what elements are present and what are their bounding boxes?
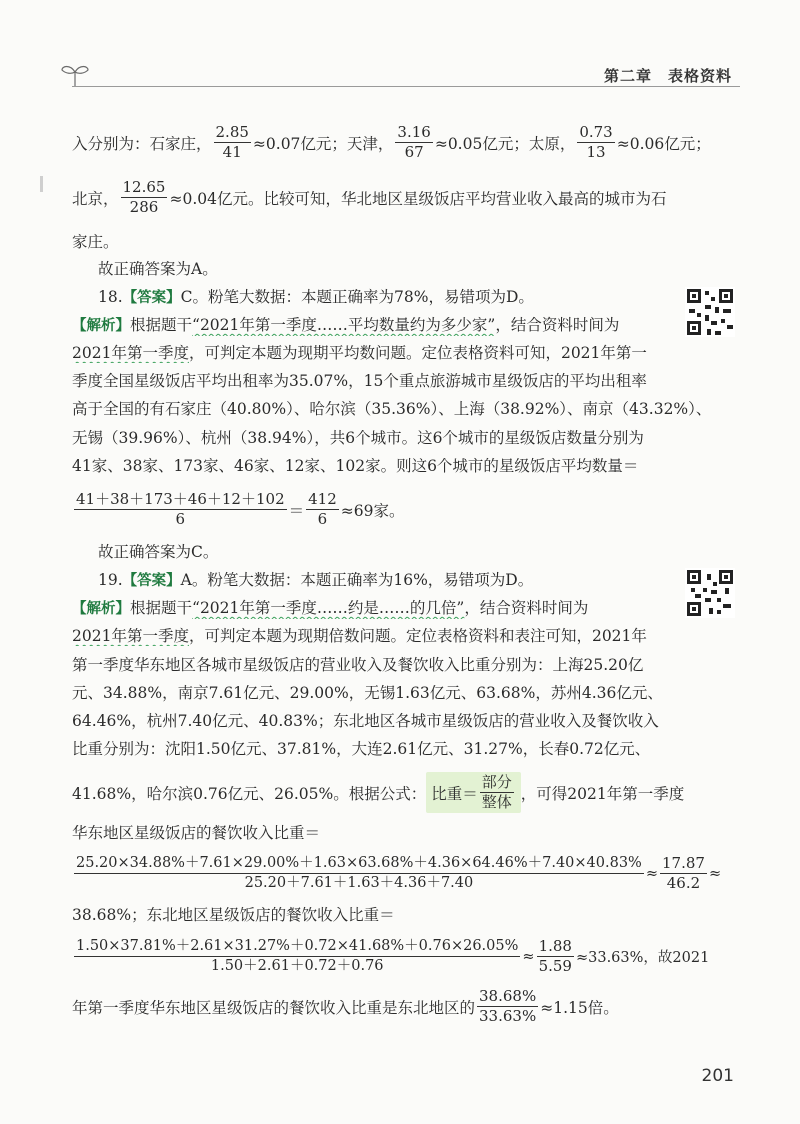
q19-analysis-8: 华东地区星级饭店的餐饮收入比重＝ xyxy=(72,824,321,842)
q18-analysis-6: 41家、38家、173家、46家、12家、102家。则这6个城市的星级饭店平均数量＝ xyxy=(72,457,639,475)
analysis-tag: 【解析】 xyxy=(72,601,130,617)
fraction: $\frac{1.88}{5.59}$ xyxy=(538,937,572,975)
q19-analysis-5: 64.46%，杭州7.40亿元、40.83%；东北地区各城市星级饭店的营业收入及餐饮收入 xyxy=(72,712,659,730)
q19-expression-2: $\frac{1.50\times 37.81\%+2.61\times 31.27\%+0.72\times 41.68\%+0.76\times 26.05\%}{1.50+2.61+0.72+0.76}$ ≈ $\frac{1.88}{5.59}$ ≈33.63%，故2021 xyxy=(76,937,710,975)
fraction: $\frac{17.87}{46.2}$ xyxy=(662,854,705,892)
q18-analysis-2: 2021年第一季度，可判定本题为现期平均数问题。定位表格资料可知，2021年第一 xyxy=(72,344,647,362)
fraction: $\frac{25.20\times 34.88\%+7.61\times 29.00\%+1.63\times 63.68\%+4.36\times 64.46\%+7.40\times 40.83\%}{25.20+7.61+1.63+4.36+7.40}$ xyxy=(76,855,642,891)
answer-tag: 【答案】 xyxy=(122,573,181,589)
section-label: 表格资料 xyxy=(668,67,733,85)
q19-analysis-7: 41.68%，哈尔滨0.76亿元、26.05%。根据公式： 比重＝ $\frac{\text{部分}}{\text{整体}}$ ，可得2021年第一季度 xyxy=(72,773,685,811)
analysis-tag: 【解析】 xyxy=(72,318,130,334)
q17-line-1: 入分别为：石家庄， $\frac{2.85}{41}$ ≈0.07亿元；天津， $\frac{3.16}{67}$ ≈0.05亿元；太原， $\frac{0.73}{13}$ ≈0.06亿元； xyxy=(72,123,711,161)
fraction: $\frac{2.85}{41}$ xyxy=(215,123,249,161)
q19-analysis-2: 2021年第一季度，可判定本题为现期倍数问题。定位表格资料和表注可知，2021年 xyxy=(72,627,647,645)
fraction: $\frac{412}{6}$ xyxy=(308,490,337,528)
q18-answer: 18.【答案】C。粉笔大数据：本题正确率为78%，易错项为D。 xyxy=(98,288,534,306)
fraction: $\frac{0.73}{13}$ xyxy=(579,123,613,161)
fraction: $\frac{12.65}{286}$ xyxy=(122,178,166,216)
fraction: $\frac{1.50\times 37.81\%+2.61\times 31.27\%+0.72\times 41.68\%+0.76\times 26.05\%}{1.50+2.61+0.72+0.76}$ xyxy=(76,938,519,974)
q19-answer: 19.【答案】A。粉笔大数据：本题正确率为16%，易错项为D。 xyxy=(98,571,534,589)
running-header xyxy=(604,65,732,86)
formula-highlight: 比重＝ $\frac{\text{部分}}{\text{整体}}$ xyxy=(426,772,521,813)
q19-analysis-9: 38.68%；东北地区星级饭店的餐饮收入比重＝ xyxy=(72,906,395,924)
q19-expression-1: $\frac{25.20\times 34.88\%+7.61\times 29.00\%+1.63\times 63.68\%+4.36\times 64.46\%+7.40\times 40.83\%}{25.20+7.61+1.63+4.36+7.40}$ ≈ $\frac{17.87}{46.2}$ ≈ xyxy=(76,854,722,892)
fraction: $\frac{\text{部分}}{\text{整体}}$ xyxy=(481,773,512,811)
q17-line-3: 家庄。 xyxy=(72,233,119,251)
q17-conclusion: 故正确答案为A。 xyxy=(98,260,218,278)
fraction: $\frac{3.16}{67}$ xyxy=(397,123,431,161)
q18-analysis-1: 【解析】根据题干“2021年第一季度……平均数量约为多少家”，结合资料时间为 xyxy=(72,316,620,334)
q19-analysis-6: 比重分别为：沈阳1.50亿元、37.81%，大连2.61亿元、31.27%，长春0.72亿元、 xyxy=(72,740,651,758)
q19-analysis-3: 第一季度华东地区各城市星级饭店的营业收入及餐饮收入比重分别为：上海25.20亿 xyxy=(72,656,644,674)
q18-analysis-5: 无锡（39.96%）、杭州（38.94%），共6个城市。这6个城市的星级饭店数量分别为 xyxy=(72,429,644,447)
header-rule xyxy=(72,86,740,87)
answer-tag: 【答案】 xyxy=(122,290,181,306)
q18-analysis-4: 高于全国的有石家庄（40.80%）、哈尔滨（35.36%）、上海（38.92%）、南京（43.32%）、 xyxy=(72,400,712,418)
q17-line-2: 北京， $\frac{12.65}{286}$ ≈0.04亿元。比较可知，华北地区星级饭店平均营业收入最高的城市为石 xyxy=(72,178,667,216)
page-number: 201 xyxy=(701,1066,734,1086)
q18-formula: $\frac{41+38+173+46+12+102}{6}$ ＝ $\frac{412}{6}$ ≈69家。 xyxy=(76,490,405,528)
chapter-label: 第二章 xyxy=(604,67,653,85)
q18-conclusion: 故正确答案为C。 xyxy=(98,543,219,561)
fraction: $\frac{41+38+173+46+12+102}{6}$ xyxy=(76,490,285,528)
fraction: $\frac{38.68\%}{33.63\%}$ xyxy=(479,987,537,1025)
q19-analysis-1: 【解析】根据题干“2021年第一季度……约是……的几倍”，结合资料时间为 xyxy=(72,599,589,617)
sprout-icon xyxy=(58,56,92,90)
q18-analysis-3: 季度全国星级饭店平均出租率为35.07%，15个重点旅游城市星级饭店的平均出租率 xyxy=(72,372,647,390)
q19-analysis-10: 年第一季度华东地区星级饭店的餐饮收入比重是东北地区的 $\frac{38.68\%}{33.63\%}$ ≈1.15倍。 xyxy=(72,987,619,1025)
margin-mark xyxy=(40,176,43,192)
q19-analysis-4: 元、34.88%，南京7.61亿元、29.00%，无锡1.63亿元、63.68%，苏州4.36亿元、 xyxy=(72,684,663,702)
